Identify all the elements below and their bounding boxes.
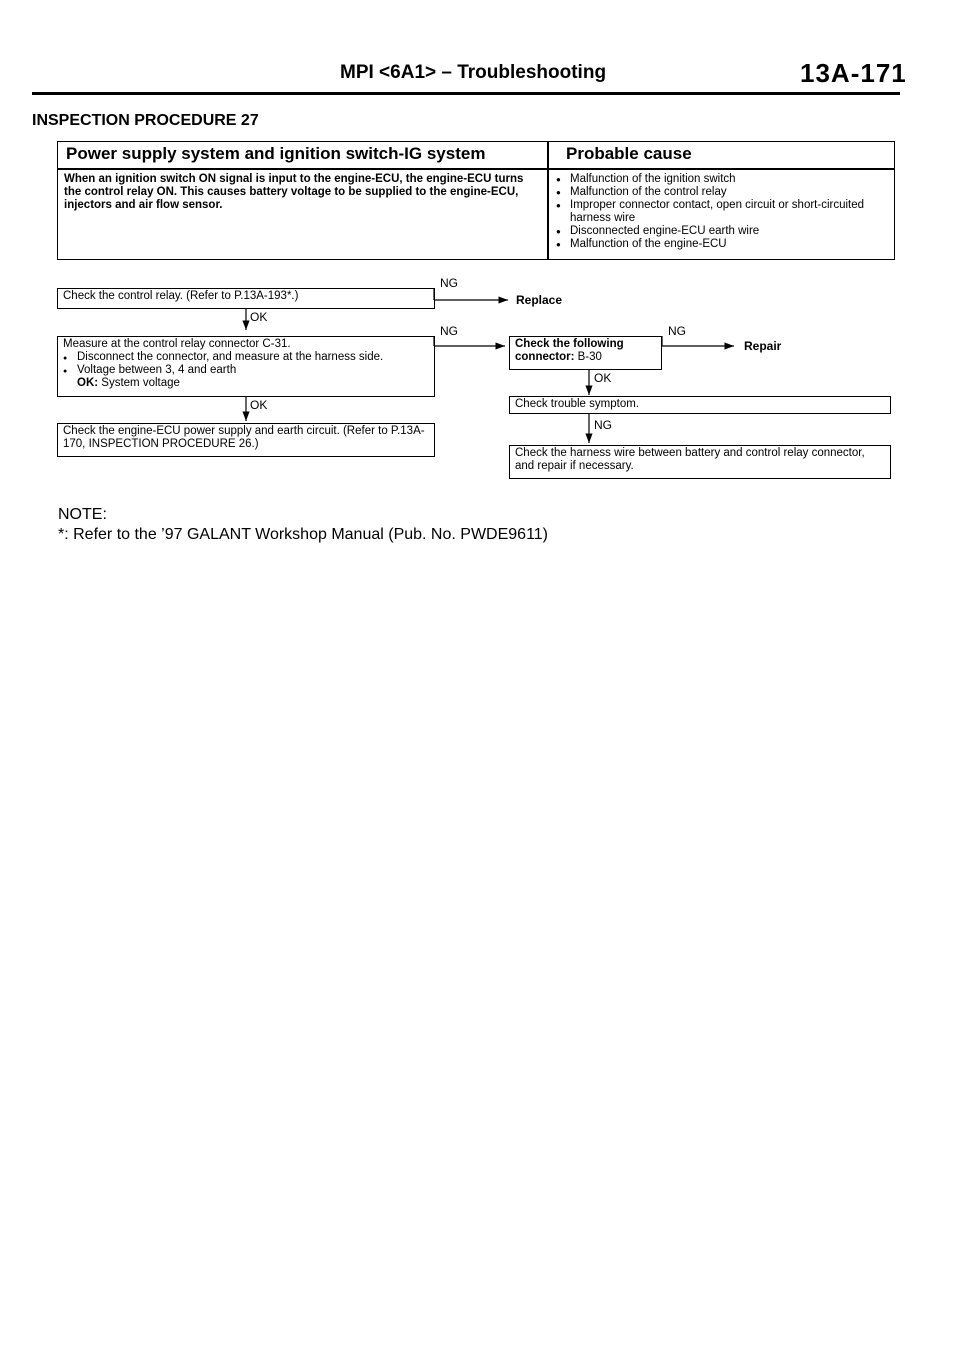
measure-step: ● Disconnect the connector, and measure at the harness side. bbox=[63, 351, 429, 364]
ok-label: OK bbox=[594, 371, 612, 385]
measure-steps bbox=[63, 351, 429, 377]
harness-check-box bbox=[509, 445, 891, 479]
control-relay-check-box bbox=[57, 288, 435, 309]
connector-check-detail bbox=[515, 351, 656, 364]
page-number: 13A-171 bbox=[800, 58, 907, 88]
connector-id: B-30 bbox=[577, 351, 602, 363]
ng-label: NG bbox=[594, 418, 612, 432]
cause-item: ● Malfunction of the control relay bbox=[556, 186, 891, 199]
trouble-symptom-text: Check trouble symptom. bbox=[515, 398, 639, 410]
connector-check-box bbox=[509, 336, 662, 370]
measure-step: ● Voltage between 3, 4 and earth bbox=[63, 364, 429, 377]
repair-action: Repair bbox=[744, 339, 782, 353]
connector-check-line: Check the following bbox=[515, 338, 624, 350]
cause-item: ● Disconnected engine-ECU earth wire bbox=[556, 225, 891, 238]
control-relay-check-text: Check the control relay. (Refer to P.13A-193*.) bbox=[63, 290, 299, 302]
note-title: NOTE: bbox=[58, 506, 107, 523]
replace-action: Replace bbox=[516, 293, 563, 307]
harness-check-text: Check the harness wire between battery and control relay connector, and repair if necessary. bbox=[515, 447, 865, 472]
page-header-title: MPI <6A1> – Troubleshooting bbox=[340, 62, 607, 83]
procedure-title: INSPECTION PROCEDURE 27 bbox=[32, 112, 259, 129]
connector-key: connector: bbox=[515, 351, 575, 363]
system-heading: Power supply system and ignition switch-IG system bbox=[66, 144, 486, 163]
measure-criteria bbox=[63, 377, 429, 390]
cause-item: ● Malfunction of the ignition switch bbox=[556, 173, 891, 186]
note-body: *: Refer to the ’97 GALANT Workshop Manual (Pub. No. PWDE9611) bbox=[58, 526, 548, 543]
ecu-power-check-text: Check the engine-ECU power supply and earth circuit. (Refer to P.13A-170, INSPECTION PROCEDURE 26.) bbox=[63, 425, 425, 450]
ok-criteria-key: OK: bbox=[77, 377, 99, 389]
ok-criteria-value: System voltage bbox=[101, 377, 180, 389]
cause-item: ● Malfunction of the engine-ECU bbox=[556, 238, 891, 251]
ng-label: NG bbox=[440, 324, 458, 338]
system-description: When an ignition switch ON signal is input to the engine-ECU, the engine-ECU turns the control relay ON. This causes battery voltage to be supplied to the engine-ECU, injectors and air flow sensor. bbox=[64, 173, 524, 211]
probable-cause-heading: Probable cause bbox=[566, 144, 692, 163]
trouble-symptom-box bbox=[509, 396, 891, 414]
measure-title: Measure at the control relay connector C-31. bbox=[63, 338, 291, 350]
relay-connector-measure-box bbox=[57, 336, 435, 397]
ng-label: NG bbox=[440, 276, 458, 290]
cause-item: ● Improper connector contact, open circuit or short-circuited harness wire bbox=[556, 199, 891, 225]
ok-label: OK bbox=[250, 310, 268, 324]
ecu-power-check-box bbox=[57, 423, 435, 457]
ng-label: NG bbox=[668, 324, 686, 338]
ok-label: OK bbox=[250, 398, 268, 412]
